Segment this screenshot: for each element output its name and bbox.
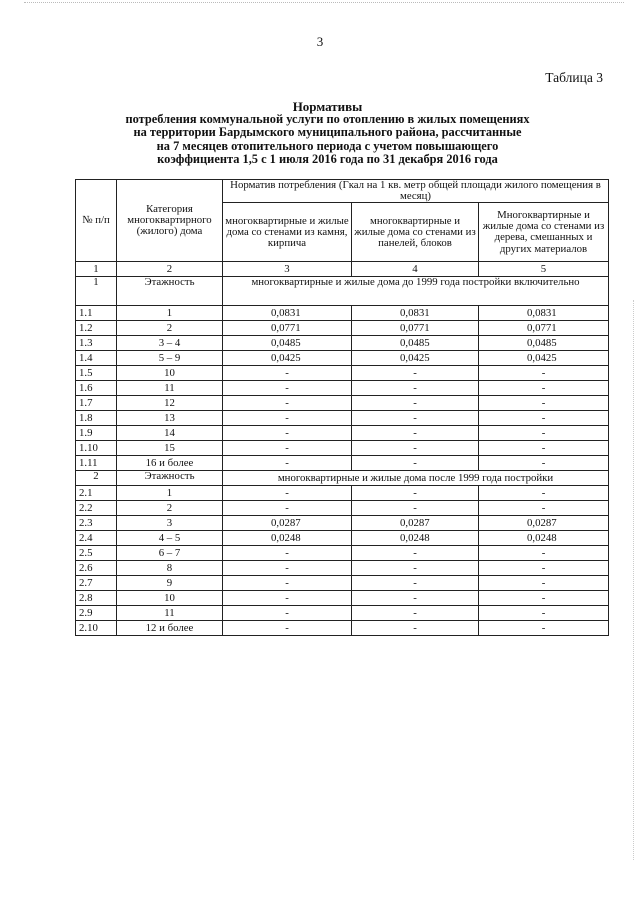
scan-margin-marks (633, 300, 634, 860)
row-category: 1 (117, 486, 223, 501)
norm-value: - (479, 411, 609, 426)
row-number: 2.6 (76, 561, 117, 576)
table-row (76, 516, 609, 531)
norm-value: - (223, 501, 352, 516)
table-row (76, 351, 609, 366)
norm-value: 0,0425 (479, 351, 609, 366)
norm-value: 0,0831 (223, 306, 352, 321)
row-number: 1.4 (76, 351, 117, 366)
column-number-row (76, 262, 609, 277)
norm-value: 0,0248 (352, 531, 479, 546)
norm-value: - (223, 366, 352, 381)
group-description: многоквартирные и жилые дома до 1999 года постройки включительно (223, 277, 609, 306)
norm-value: 0,0287 (479, 516, 609, 531)
row-number: 1.2 (76, 321, 117, 336)
norm-value: - (223, 486, 352, 501)
row-number: 1.9 (76, 426, 117, 441)
row-number: 1.6 (76, 381, 117, 396)
row-category: 10 (117, 591, 223, 606)
norm-value: - (352, 456, 479, 471)
norm-value: - (479, 396, 609, 411)
table-label: Таблица 3 (545, 70, 603, 85)
norm-value: - (479, 486, 609, 501)
row-number: 2.2 (76, 501, 117, 516)
norm-value: 0,0425 (352, 351, 479, 366)
norm-value: 0,0831 (352, 306, 479, 321)
table-row (76, 396, 609, 411)
norm-value: - (223, 606, 352, 621)
norm-value: - (352, 381, 479, 396)
table-row (76, 426, 609, 441)
page-number: 3 (316, 34, 324, 49)
norm-value: - (352, 501, 479, 516)
norm-value: - (223, 396, 352, 411)
norms-table (75, 179, 609, 636)
header-row (76, 180, 609, 203)
norm-value: - (352, 426, 479, 441)
row-number: 1.5 (76, 366, 117, 381)
norm-value: - (352, 486, 479, 501)
norm-value: - (479, 441, 609, 456)
row-number: 1.8 (76, 411, 117, 426)
table-row (76, 561, 609, 576)
norm-value: 0,0287 (352, 516, 479, 531)
row-number: 1.1 (76, 306, 117, 321)
norm-value: - (352, 621, 479, 636)
norm-value: - (352, 591, 479, 606)
column-number: 4 (352, 262, 479, 277)
norm-value: - (352, 441, 479, 456)
group-number: 1 (76, 277, 117, 306)
header-number: № п/п (76, 180, 117, 262)
table-row (76, 366, 609, 381)
title-line: на 7 месяцев отопительного периода с учетом повышающего (156, 138, 499, 153)
row-number: 2.9 (76, 606, 117, 621)
norm-value: - (352, 411, 479, 426)
table-row (76, 486, 609, 501)
row-number: 1.11 (76, 456, 117, 471)
row-category: 4 – 5 (117, 531, 223, 546)
row-number: 2.3 (76, 516, 117, 531)
norm-value: - (223, 546, 352, 561)
norm-value: - (479, 366, 609, 381)
table-row (76, 621, 609, 636)
norm-value: - (479, 546, 609, 561)
norm-value: - (223, 621, 352, 636)
table-row (76, 531, 609, 546)
norm-value: - (223, 576, 352, 591)
group-label: Этажность (117, 471, 223, 486)
row-category: 1 (117, 306, 223, 321)
table-row (76, 441, 609, 456)
norm-value: 0,0831 (479, 306, 609, 321)
table-row (76, 381, 609, 396)
table-row (76, 321, 609, 336)
header-wood-mixed: Многоквартирные и жилые дома со стенами из дерева, смешанных и других материалов (479, 203, 609, 262)
norm-value: - (479, 381, 609, 396)
norm-value: 0,0485 (352, 336, 479, 351)
norm-value: 0,0771 (352, 321, 479, 336)
norm-value: - (223, 411, 352, 426)
norm-value: 0,0287 (223, 516, 352, 531)
row-category: 2 (117, 321, 223, 336)
norm-value: - (479, 456, 609, 471)
row-number: 2.4 (76, 531, 117, 546)
title-line: Нормативы (292, 99, 363, 114)
column-number: 5 (479, 262, 609, 277)
table-row (76, 336, 609, 351)
norm-value: - (479, 591, 609, 606)
norm-value: - (352, 561, 479, 576)
row-number: 1.10 (76, 441, 117, 456)
header-norm: Норматив потребления (Гкал на 1 кв. метр общей площади жилого помещения в месяц) (223, 180, 609, 203)
row-category: 6 – 7 (117, 546, 223, 561)
norm-value: - (352, 366, 479, 381)
column-number: 3 (223, 262, 352, 277)
scan-top-edge (24, 2, 624, 3)
row-category: 2 (117, 501, 223, 516)
table-row (76, 456, 609, 471)
row-category: 15 (117, 441, 223, 456)
norm-value: - (223, 456, 352, 471)
row-number: 2.7 (76, 576, 117, 591)
row-category: 10 (117, 366, 223, 381)
row-category: 12 и более (117, 621, 223, 636)
norm-value: - (352, 546, 479, 561)
row-category: 14 (117, 426, 223, 441)
title-line: коэффициента 1,5 с 1 июля 2016 года по 31 декабря 2016 года (157, 151, 498, 166)
norm-value: - (479, 501, 609, 516)
row-category: 13 (117, 411, 223, 426)
row-category: 11 (117, 381, 223, 396)
title-line: потребления коммунальной услуги по отоплению в жилых помещениях (125, 112, 530, 127)
title-line: на территории Бардымского муниципального района, рассчитанные (133, 125, 522, 140)
header-panel-block: многоквартирные и жилые дома со стенами из панелей, блоков (352, 203, 479, 262)
row-category: 12 (117, 396, 223, 411)
norm-value: - (479, 426, 609, 441)
row-category: 3 (117, 516, 223, 531)
row-number: 2.1 (76, 486, 117, 501)
row-category: 5 – 9 (117, 351, 223, 366)
norm-value: - (352, 576, 479, 591)
group-label: Этажность (117, 277, 223, 306)
table-row (76, 411, 609, 426)
norm-value: 0,0485 (223, 336, 352, 351)
norm-value: 0,0485 (479, 336, 609, 351)
norm-value: - (223, 381, 352, 396)
norm-value: - (479, 621, 609, 636)
group-description: многоквартирные и жилые дома после 1999 года постройки (223, 471, 609, 486)
table-row (76, 591, 609, 606)
row-category: 11 (117, 606, 223, 621)
norm-value: - (479, 576, 609, 591)
norm-value: - (479, 561, 609, 576)
norm-value: - (479, 606, 609, 621)
row-number: 2.10 (76, 621, 117, 636)
norm-value: - (352, 606, 479, 621)
group-row (76, 471, 609, 486)
row-category: 8 (117, 561, 223, 576)
row-category: 3 – 4 (117, 336, 223, 351)
norm-value: 0,0771 (223, 321, 352, 336)
row-number: 1.3 (76, 336, 117, 351)
table-row (76, 576, 609, 591)
norm-value: - (223, 441, 352, 456)
group-number: 2 (76, 471, 117, 486)
row-category: 16 и более (117, 456, 223, 471)
row-number: 2.5 (76, 546, 117, 561)
norm-value: - (352, 396, 479, 411)
document-title (60, 100, 595, 166)
header-category: Категория многоквартирного (жилого) дома (117, 180, 223, 262)
norm-value: - (223, 561, 352, 576)
row-number: 1.7 (76, 396, 117, 411)
norm-value: 0,0248 (479, 531, 609, 546)
norm-value: 0,0248 (223, 531, 352, 546)
table-row (76, 501, 609, 516)
header-stone-brick: многоквартирные и жилые дома со стенами из камня, кирпича (223, 203, 352, 262)
table-row (76, 306, 609, 321)
table-row (76, 546, 609, 561)
row-category: 9 (117, 576, 223, 591)
row-number: 2.8 (76, 591, 117, 606)
column-number: 1 (76, 262, 117, 277)
norm-value: 0,0771 (479, 321, 609, 336)
column-number: 2 (117, 262, 223, 277)
norm-value: - (223, 426, 352, 441)
norm-value: 0,0425 (223, 351, 352, 366)
norm-value: - (223, 591, 352, 606)
table-row (76, 606, 609, 621)
group-row (76, 277, 609, 306)
